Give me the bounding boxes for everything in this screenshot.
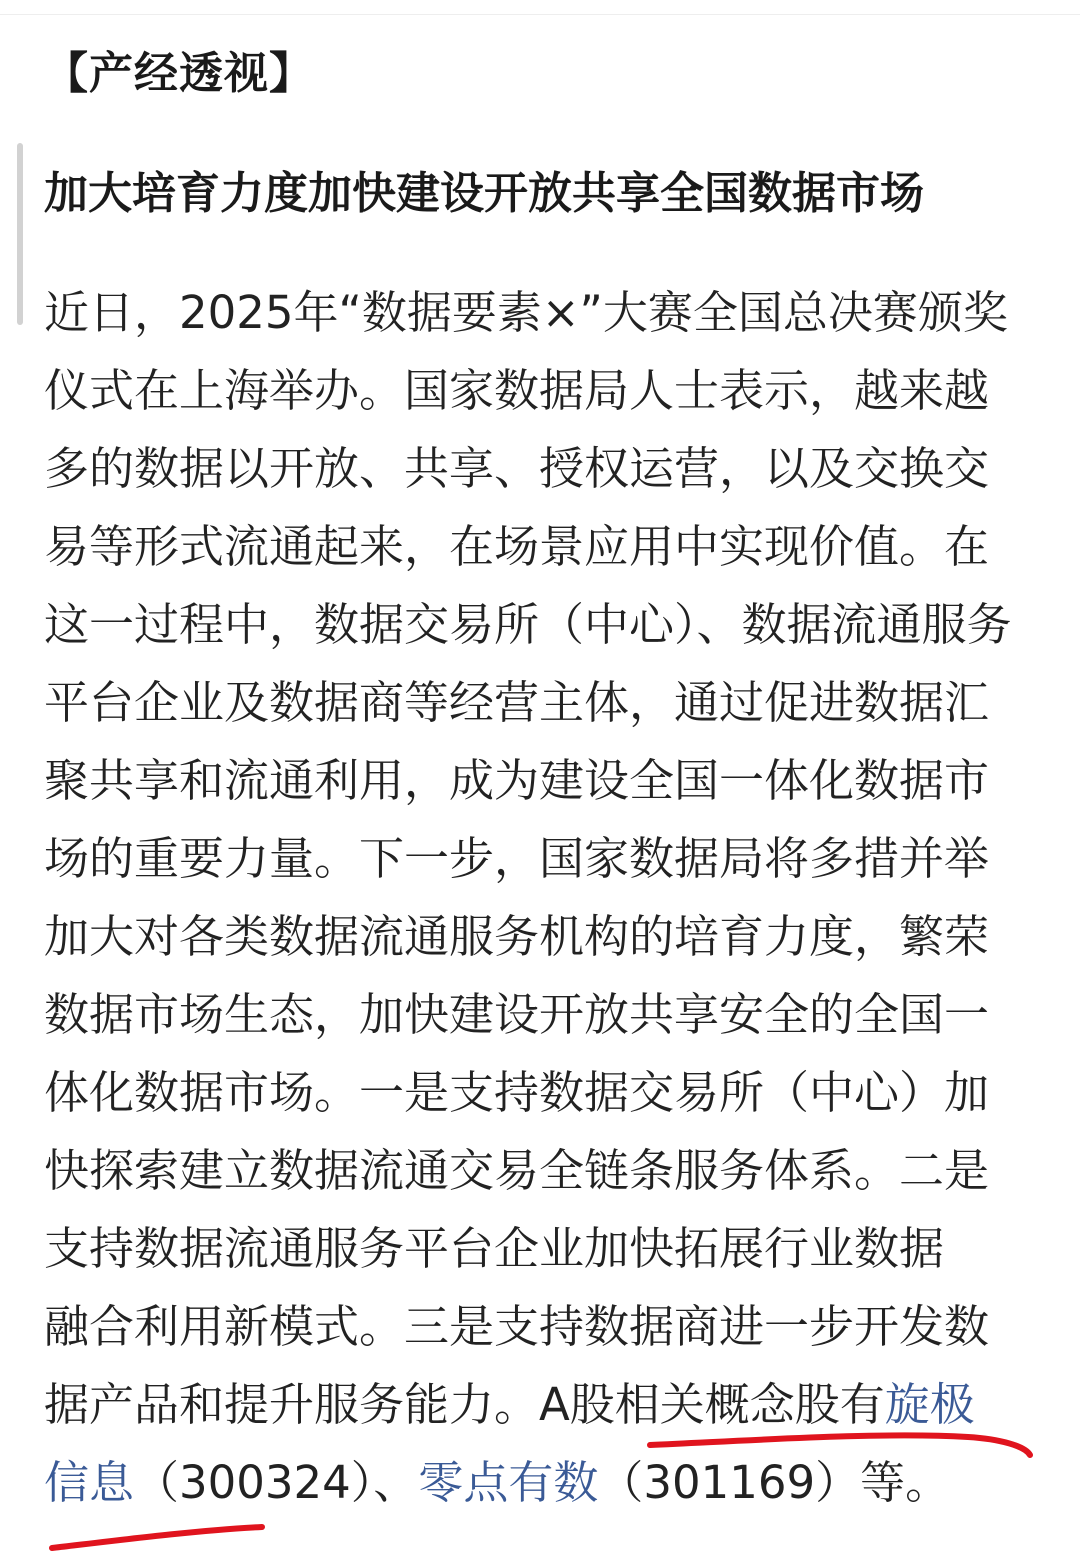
- body-line: 体化数据市场。一是支持数据交易所（中心）加: [44, 1066, 990, 1119]
- stock-code: （300324）、: [134, 1456, 419, 1509]
- body-line: [44, 1373, 1036, 1451]
- body-text: 据产品和提升服务能力。A股相关概念股有: [44, 1378, 885, 1431]
- top-divider: [0, 0, 1080, 15]
- body-line: 平台企业及数据商等经营主体，通过促进数据汇: [44, 676, 990, 729]
- body-line: 加大对各类数据流通服务机构的培育力度，繁荣: [44, 910, 990, 963]
- body-line: 聚共享和流通利用，成为建设全国一体化数据市: [44, 754, 990, 807]
- article-title: 加大培育力度加快建设开放共享全国数据市场: [44, 168, 924, 219]
- body-line: 场的重要力量。下一步，国家数据局将多措并举: [44, 832, 990, 885]
- body-line: 近日，2025年“数据要素×”大赛全国总决赛颁奖: [44, 286, 1008, 339]
- section-tag: 【产经透视】: [44, 48, 314, 99]
- body-line: 支持数据流通服务平台企业加快拓展行业数据: [44, 1222, 945, 1275]
- scroll-indicator[interactable]: [17, 143, 23, 325]
- body-line: 快探索建立数据流通交易全链条服务体系。二是: [44, 1144, 990, 1197]
- body-line: 融合利用新模式。三是支持数据商进一步开发数: [44, 1300, 990, 1353]
- body-line: 数据市场生态，加快建设开放共享安全的全国一: [44, 988, 990, 1041]
- body-line: 仪式在上海举办。国家数据局人士表示，越来越: [44, 364, 990, 417]
- article-body: [44, 281, 1036, 1529]
- stock-link-lingdian[interactable]: 零点有数: [418, 1456, 599, 1509]
- body-line: 多的数据以开放、共享、授权运营，以及交换交: [44, 442, 990, 495]
- body-line: 易等形式流通起来，在场景应用中实现价值。在: [44, 520, 990, 573]
- body-line: [44, 1451, 1036, 1529]
- stock-code: （301169）等。: [598, 1456, 951, 1509]
- underline-stroke: [52, 1527, 262, 1548]
- stock-link-xuanji[interactable]: 旋极: [884, 1378, 975, 1431]
- stock-link-xuanji[interactable]: 信息: [44, 1456, 135, 1509]
- body-line: 这一过程中，数据交易所（中心）、数据流通服务: [44, 598, 1012, 651]
